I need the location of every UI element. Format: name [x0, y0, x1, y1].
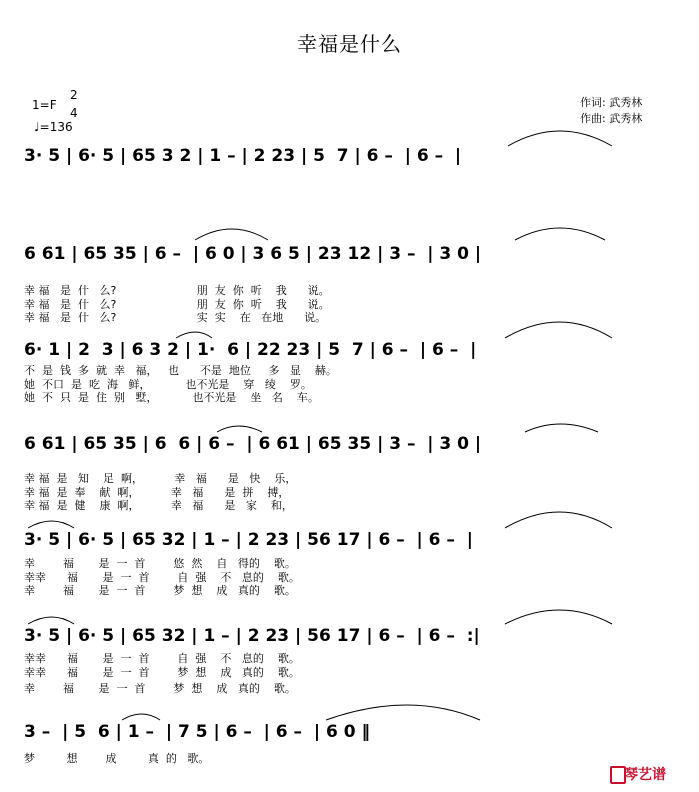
lyric-line: 幸 福 是 什 么? 朋 友 你 听 我 说。: [24, 284, 330, 297]
lyric-line: 幸幸 福 是 一 首 自 强 不 息的 歌。: [24, 652, 300, 665]
tie-slur: [326, 705, 480, 720]
tie-slur: [515, 228, 605, 240]
notes-line: 6 61 | 65 35 | 6 – | 6 0 | 3 6 5 | 23 12 | 3 – | 3 0 |: [24, 244, 482, 264]
lyric-line: 幸幸 福 是 一 首 梦 想 成 真的 歌。: [24, 666, 300, 679]
lyric-line: 幸 福 是 知 足 啊， 幸 福 是 快 乐，: [24, 472, 297, 485]
notes-line: 3 – | 5 6 | 1 – | 7 5 | 6 – | 6 – | 6 0 ‖: [24, 722, 371, 742]
page-title: 幸福是什么: [297, 32, 402, 56]
tie-slur: [217, 426, 262, 432]
lyric-line: 幸 福 是 一 首 梦 想 成 真的 歌。: [24, 682, 296, 695]
composer-credit: 作曲: 武秀林: [580, 112, 643, 125]
tie-slur: [508, 131, 612, 146]
tie-slur: [28, 617, 74, 624]
lyric-line: 幸幸 福 是 一 首 自 强 不 息的 歌。: [24, 571, 300, 584]
lyric-line: 不 是 钱 多 就 幸 福， 也 不是 地位 多 显 赫。: [24, 364, 337, 377]
lyric-line: 她 不口 是 吃 海 鲜， 也不光是 穿 绫 罗。: [24, 378, 312, 391]
time-signature-bottom: 4: [70, 106, 78, 120]
tie-slur: [28, 521, 74, 528]
notes-line: 3· 5 | 6· 5 | 65 3 2 | 1 – | 2 23 | 5 7 | 6 – | 6 – |: [24, 146, 462, 166]
tie-slur: [505, 512, 612, 528]
lyric-line: 梦 想 成 真 的 歌。: [24, 752, 210, 765]
lyricist-credit: 作词: 武秀林: [580, 96, 643, 109]
lyric-line: 幸 福 是 一 首 梦 想 成 真的 歌。: [24, 584, 296, 597]
key-signature: 1=F: [32, 98, 57, 112]
lyric-line: 幸 福 是 什 么? 朋 友 你 听 我 说。: [24, 298, 330, 311]
lyric-line: 幸 福 是 奉 献 啊， 幸 福 是 拼 搏，: [24, 486, 290, 499]
watermark-logo: 琴艺谱: [624, 767, 666, 783]
lyric-line: 她 不 只 是 住 别 墅， 也不光是 坐 名 车。: [24, 391, 319, 404]
lyric-line: 幸 福 是 健 康 啊， 幸 福 是 家 和，: [24, 499, 293, 512]
tie-slur: [122, 714, 160, 720]
time-signature-top: 2: [70, 88, 78, 102]
notes-line: 6 61 | 65 35 | 6 6 | 6 – | 6 61 | 65 35 | 3 – | 3 0 |: [24, 434, 482, 454]
tempo-marking: ♩=136: [34, 120, 73, 134]
tie-slur: [505, 322, 612, 338]
tie-slur: [505, 610, 612, 624]
notes-line: 3· 5 | 6· 5 | 65 32 | 1 – | 2 23 | 56 17 | 6 – | 6 – :|: [24, 626, 480, 646]
notes-line: 3· 5 | 6· 5 | 65 32 | 1 – | 2 23 | 56 17 | 6 – | 6 – |: [24, 530, 473, 550]
quarter-note-icon: ♩: [34, 120, 40, 134]
lyric-line: 幸 福 是 一 首 悠 然 自 得的 歌。: [24, 557, 296, 570]
notes-line: 6· 1 | 2 3 | 6 3 2 | 1· 6 | 22 23 | 5 7 | 6 – | 6 – |: [24, 340, 477, 360]
tie-slur: [195, 229, 268, 240]
tie-slur: [176, 332, 212, 338]
tie-slur: [525, 424, 598, 432]
lyric-line: 幸 福 是 什 么? 实 实 在 在地 说。: [24, 311, 327, 324]
